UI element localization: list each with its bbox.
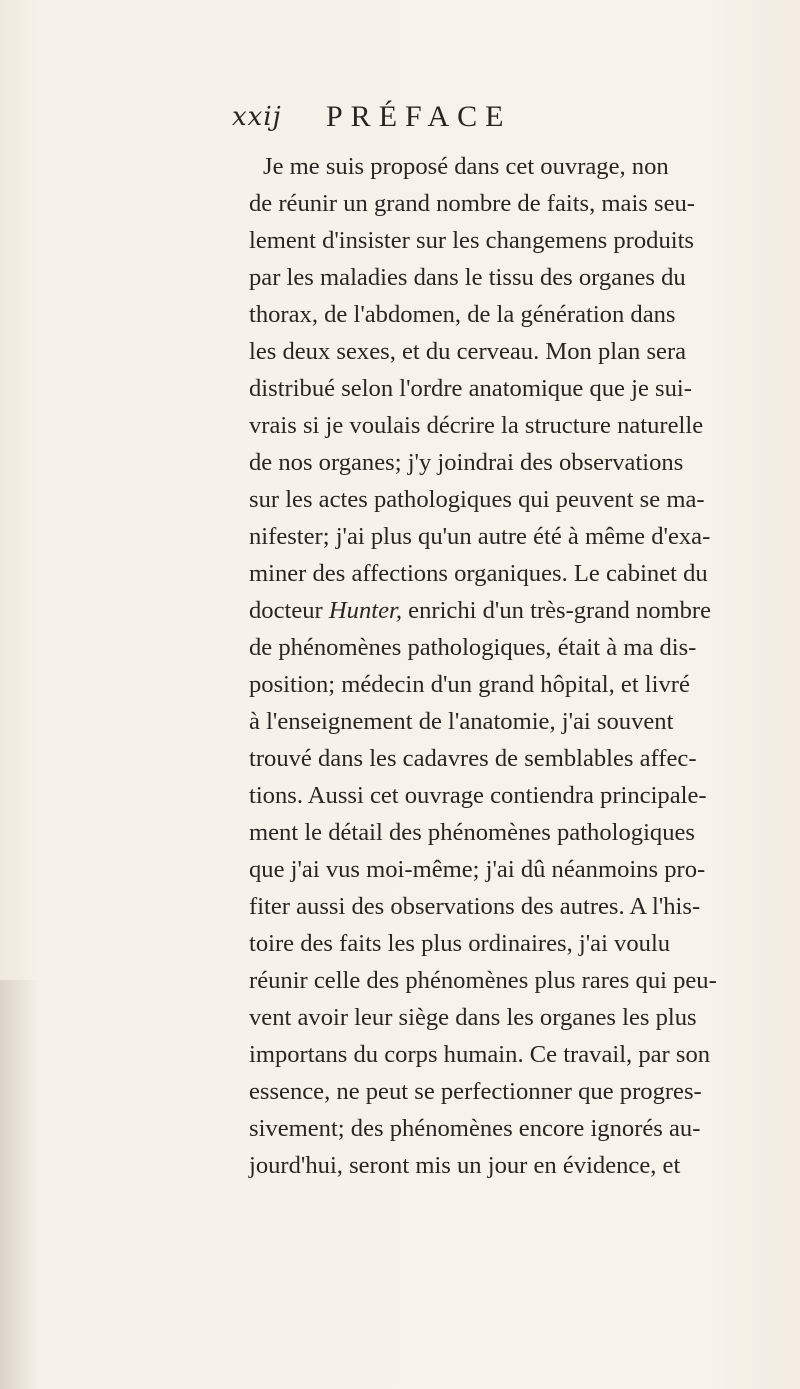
text-line: de phénomènes pathologiques, était à ma dis- <box>249 634 697 661</box>
page-edge-shadow <box>0 980 40 1389</box>
text-line: importans du corps humain. Ce travail, par son <box>249 1041 711 1068</box>
text-line: thorax, de l'abdomen, de la génération dans <box>249 301 676 328</box>
text-line: sur les actes pathologiques qui peuvent se ma- <box>249 486 705 513</box>
text-line: par les maladies dans le tissu des organes du <box>249 264 686 291</box>
text-line: fiter aussi des observations des autres. A l'his- <box>249 893 701 920</box>
body-paragraph <box>249 148 789 1184</box>
text-line: tions. Aussi cet ouvrage contiendra principale- <box>249 782 707 809</box>
text-line: position; médecin d'un grand hôpital, et livré <box>249 671 690 698</box>
running-head <box>232 100 752 140</box>
text-line: vent avoir leur siège dans les organes les plus <box>249 1004 697 1031</box>
text-line: ment le détail des phénomènes pathologiques <box>249 819 695 846</box>
text-fragment: docteur <box>249 597 329 624</box>
text-line: miner des affections organiques. Le cabinet du <box>249 560 708 587</box>
text-line: vrais si je voulais décrire la structure naturelle <box>249 412 704 439</box>
text-line: à l'enseignement de l'anatomie, j'ai souvent <box>249 708 674 735</box>
text-line: toire des faits les plus ordinaires, j'ai voulu <box>249 930 671 957</box>
text-line: distribué selon l'ordre anatomique que je sui- <box>249 375 692 402</box>
text-line: essence, ne peut se perfectionner que progres- <box>249 1078 702 1105</box>
text-line: lement d'insister sur les changemens produits <box>249 227 694 254</box>
text-line: nifester; j'ai plus qu'un autre été à même d'exa- <box>249 523 711 550</box>
text-line: jourd'hui, seront mis un jour en évidence, et <box>249 1152 681 1179</box>
text-line: que j'ai vus moi-même; j'ai dû néanmoins pro- <box>249 856 706 883</box>
text-line: Je me suis proposé dans cet ouvrage, non <box>263 153 669 180</box>
text-line: de nos organes; j'y joindrai des observations <box>249 449 684 476</box>
page-number: xxij <box>232 102 282 132</box>
running-title: PRÉFACE <box>326 100 512 133</box>
text-line: de réunir un grand nombre de faits, mais seu- <box>249 190 695 217</box>
text-line-with-italic <box>249 592 789 629</box>
italic-name: Hunter, <box>328 597 403 624</box>
text-fragment: enrichi d'un très-grand nombre <box>402 597 712 624</box>
text-line: trouvé dans les cadavres de semblables affec- <box>249 745 697 772</box>
text-line: réunir celle des phénomènes plus rares qui peu- <box>249 967 717 994</box>
text-line: sivement; des phénomènes encore ignorés au- <box>249 1115 701 1142</box>
text-line: les deux sexes, et du cerveau. Mon plan sera <box>249 338 687 365</box>
